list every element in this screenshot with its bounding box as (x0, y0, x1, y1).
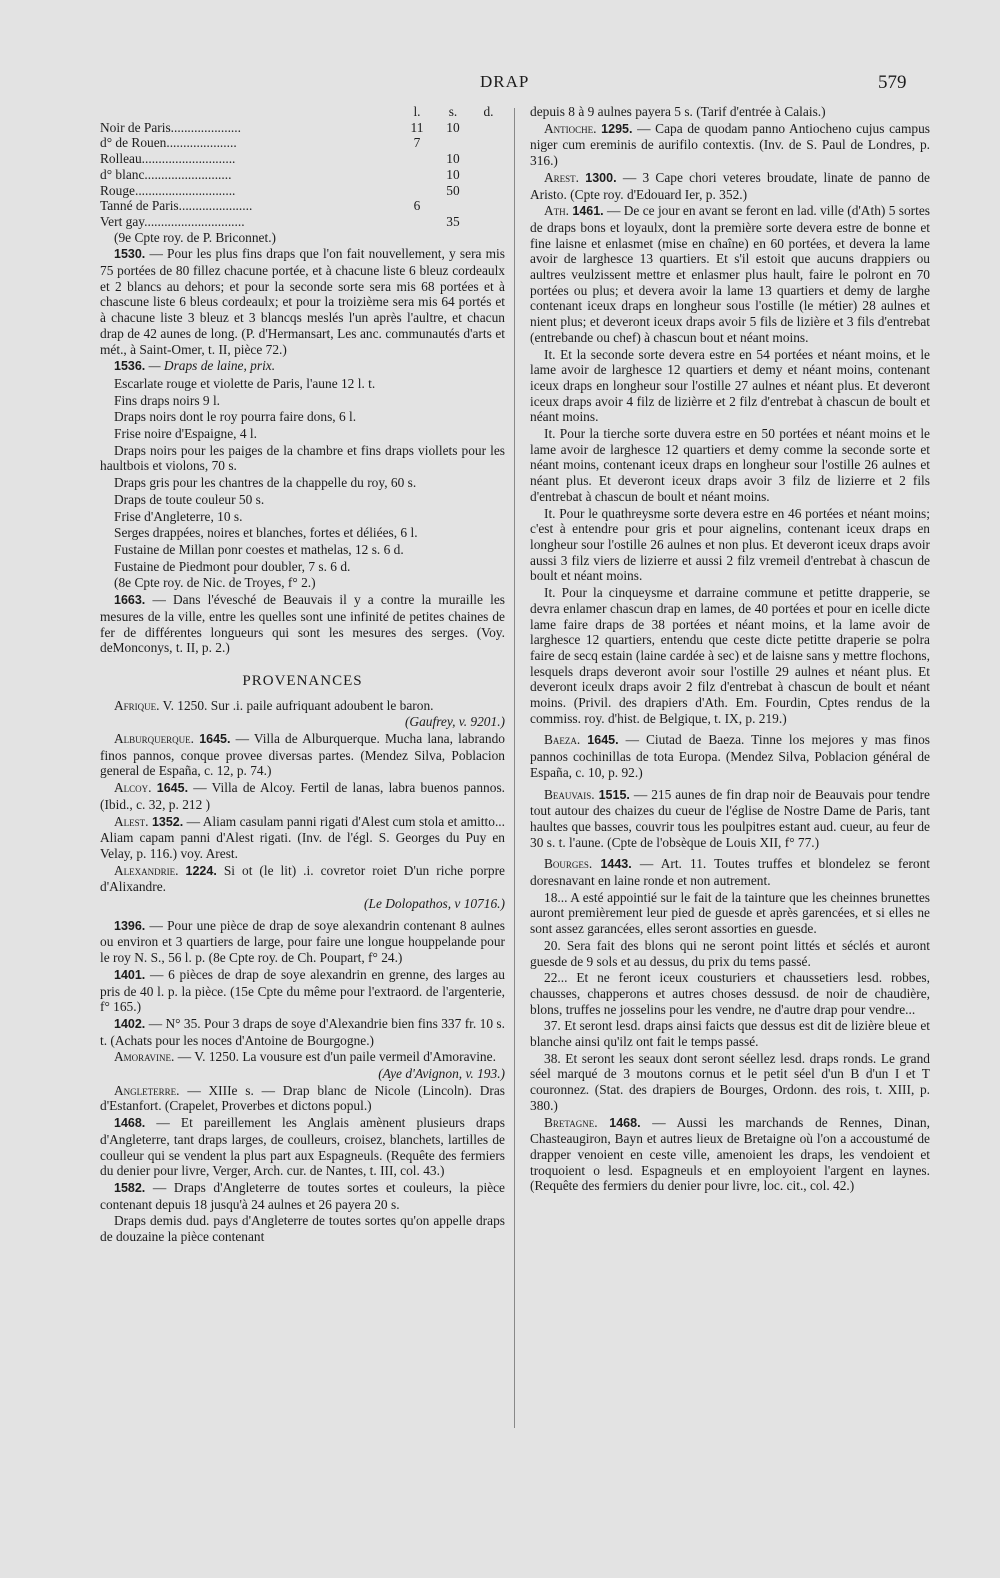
entry-text: V. 1250. Sur .i. paile aufriquant adoubent le baron. (162, 697, 434, 713)
entry-text: It. Et la seconde sorte devera estre en 54 portées et néant moins, et le lame avoir de larghesce 12 quartiers et demy et néant moins, contenant iceux draps en longheur sour l'ostille 27 aulnes et néant plus. Et deveront iceux draps avoir 4 filz de lizièrre et 2 filz d'entrebat à chascun de boult et néant moins. (530, 346, 930, 425)
entry-arest (530, 170, 930, 202)
entry-bourges (530, 856, 930, 888)
price-l: 6 (413, 198, 421, 214)
list-line: Frise d'Angleterre, 10 s. (114, 508, 243, 524)
entry-text: — Et pareillement les Anglais amènent plusieurs draps d'Angleterre, tant draps larges, de coulleurs, croisez, blanchets, lartilles de coulleur qui se vendent la plus part aux Espagneuls. (Requête des fermiers du denier pour livre, Verger, Arch. cur. de Nantes, t. III, col. 43.) (100, 1115, 505, 1179)
place-name: Alexandrie. (114, 862, 179, 878)
price-table-header (100, 104, 505, 120)
price-item-name: d° de Rouen (100, 135, 167, 151)
price-item-name: Rouge (100, 182, 135, 198)
entry-text: — Draps d'Angleterre de toutes sortes et couleurs, la pièce contenant depuis 18 jusqu'à 24 aulnes et 26 payera 20 s. (100, 1180, 505, 1212)
place-name: Alest. (114, 813, 149, 829)
entry-year: 1443. (600, 857, 632, 872)
entry-year: 1461. (572, 204, 604, 219)
price-d (472, 198, 505, 214)
entry-text: It. Pour la cinqueysme et darraine commune et petitte drapperie, se devra enlamer chascun drap en lames, de 40 portées et pour en icelle dicte lame faire draps de 38 portées et néant moins, et la lame avoir de larghesce 12 quartiers, entendu que ceste dicte petitte draperie se polra faire de secq estain (laine cardée à sec) et de laisne sans y mettre flochons, lesquels draps deveront avoir sour l'ostille 29 aulnes et néant plus. Et deveront iceulx draps avoir 2 filz d'entrebat à chascun de boult et néant moins. (Privil. des drapiers d'Ath. Em. Fourdin, Cptes rendus de la commiss. roy. d'hist. de Belgique, t. IX, p. 219.) (530, 585, 930, 726)
entry-angleterre (100, 1083, 505, 1114)
entry-year: 1468. (114, 1116, 146, 1131)
place-name: Bourges. (544, 856, 593, 872)
entry-alest (100, 814, 505, 862)
entry-year: 1530. (114, 247, 146, 262)
list-line: Fustaine de Piedmont pour doubler, 7 s. 6 d. (114, 558, 351, 574)
column-divider (514, 108, 515, 1428)
entry-text: — Art. 11. Toutes truffes et blondelez se feront doresnavant en laine ronde et non autrement. (530, 856, 930, 889)
entry-year: 1645. (587, 733, 619, 748)
entry-text: — Aussi les marchands de Rennes, Dinan, Chasteaugiron, Bayn et autres lieux de Bretaigne où l'on a accoustumé de drapper venoient en ceste ville, amenoient les draps, les vendoient et troquoient o lesd. Espagneuls et en employoient l'argent en laynes. (Requête des fermiers du denier pour livre, loc. cit., col. 42.) (530, 1114, 930, 1194)
entry-bretagne (530, 1115, 930, 1195)
list-line: Frise noire d'Espaigne, 4 l. (114, 426, 257, 442)
entry-1401 (100, 967, 505, 1015)
entry-year: 1224. (185, 863, 217, 878)
entry-beauvais (530, 787, 930, 851)
entry-text: — Villa de Alburquerque. Mucha lana, labrando finos pannos, conque provee diversas partes. (Mendez Silva, Poblacion general de España, c. 12, p. 74.) (100, 731, 505, 779)
entry-afrique (100, 698, 505, 714)
continued-text: depuis 8 à 9 aulnes payera 5 s. (Tarif d'entrée à Calais.) (530, 104, 826, 119)
col-deniers: d. (483, 104, 494, 119)
entry-text: Draps demis dud. pays d'Angleterre de toutes sortes qu'on appelle draps de douzaine la pièce contenant (100, 1213, 505, 1245)
list-line: Fins draps noirs 9 l. (114, 392, 221, 408)
entry-text: — De ce jour en avant se feront en lad. ville (d'Ath) 5 sortes de draps bons et loyaulx, dont la première sorte devera estre de bonne et fine laisne et enlasmet (mise en chaîne) en 60 portées, et devera la lame avoir de larghesce 13 quartiers. Et s'il estoit que aucuns drappiers ou aultres veulzissent mettre et enlasmer plus hault, faire le polront en 70 portées ou plus; et devera avoir la lame 13 quartiers et demy de larghe contenant iceux draps en longheur sous l'ostille (le métier) 28 aulnes et nient plus; et deveront iceux draps avoir 5 fils de lizière et 3 fils d'entrebat (entrebande ou chef) à chascun bout et néant moins. (530, 203, 930, 345)
entry-text: It. Pour la tierche sorte duvera estre en 50 portées et néant moins et le lame avoir de larghesce 12 quartiers et demy comme la seconde sorte et néant moins, contenant iceux draps en longheur sour l'ostille 26 aulnes et néant plus. Et deveront iceux draps avoir 3 filz de lizierre et 2 fils d'entrebat à chascun de boult et néant moins. (530, 426, 930, 504)
entry-text: 22... Et ne feront iceux cousturiers et chaussetiers lesd. robbes, chausses, chapperons et autres choses dessusd. de noir de chaudière, blons, truffes ne josselins pour les vendre, ne d'autre drap pour vendre... (530, 970, 930, 1017)
price-l: 7 (413, 135, 421, 151)
entry-year: 1663. (114, 593, 146, 608)
price-d (472, 151, 505, 167)
price-d (472, 120, 505, 136)
place-name: Alburquerque. (114, 731, 195, 747)
left-column (100, 104, 505, 1246)
price-d (472, 135, 505, 151)
running-title: DRAP (480, 72, 530, 91)
entry-text: — XIIIe s. — Drap blanc de Nicole (Lincoln). Dras d'Estanfort. (Crapelet, Proverbes et dictons popul.) (100, 1082, 505, 1114)
place-name: Beauvais. (544, 786, 595, 802)
col-livres: l. (413, 104, 421, 119)
list-line: (8e Cpte roy. de Nic. de Troyes, f° 2.) (114, 575, 316, 591)
entry-year: 1396. (114, 918, 146, 933)
price-item-name: Noir de Paris (100, 119, 171, 135)
entry-text: 20. Sera fait des blons qui ne seront point littés et séclés et auront guesde de 9 sols et au dessus, du prix du tems passé. (530, 937, 930, 969)
price-table-source: (9e Cpte roy. de P. Briconnet.) (114, 229, 277, 245)
entry-1536 (100, 358, 505, 375)
price-row: Vert gay.............................. 35 (100, 214, 505, 230)
price-table (100, 104, 505, 230)
list-line: Serges drappées, noires et blanches, fortes et déliées, 6 l. (114, 525, 418, 541)
entry-text: 38. Et seront les seaux dont seront séellez lesd. draps ronds. Le grand séel marqué de 3 moutons cornus et le petit séel d'un B d'un I et T couronnez. (Stat. des drapiers de Bourges, Ordonn. des rois, t. XIII, p. 380.) (530, 1050, 930, 1113)
entry-year: 1402. (114, 1016, 146, 1031)
place-name: Amoravine. (114, 1049, 175, 1065)
list-line: Draps gris pour les chantres de la chappelle du roy, 60 s. (114, 475, 417, 491)
entry-text: It. Pour le quathreysme sorte devera estre en 46 portées et néant moins; c'est à entendre pour gris et pour aignelins, contenant iceux draps en longheur sour l'ostille 26 aulnes et non plus. Et deveront iceux draps avoir aussi 3 filz viers de lizierre et aussi 2 filz vremeil d'entrebat à chascun de boult et néant moins. (530, 505, 930, 584)
price-l: 11 (410, 119, 424, 135)
entry-1530 (100, 246, 505, 357)
entry-year: 1645. (156, 781, 189, 796)
entry-source: (Le Dolopathos, v 10716.) (364, 896, 505, 912)
price-row: Tanné de Paris...................... 6 (100, 198, 505, 214)
entry-year: 1401. (114, 967, 146, 982)
price-d (472, 214, 505, 230)
price-l (400, 183, 434, 199)
entry-text: — Pour les plus fins draps que l'on fait nouvellement, y sera mis 75 portées de 80 fillez chacune portée, et à chacune liste 6 bleuz cordeaulx et 2 blancs au dehors; et pour la seconde sorte sera mis 68 portées et à chascune liste 6 bleus cordeaulx; et pour la troizième sera mis 64 portés et à chacune liste 3 bleuz et 3 blancqs meslés l'un après l'aultre, et chacun drap de 42 aunes de long. (P. d'Hermansart, Les anc. communautés d'arts et mét., à Saint-Omer, t. II, pièce 72.) (100, 246, 505, 357)
entry-text: — Aliam casulam panni rigati d'Alest cum stola et amitto... Aliam capam panni d'Alest rigati. (Inv. de l'égl. S. Georges du Puy en Velay, p. 116.) voy. Arest. (100, 813, 505, 861)
place-name: Angleterre. (114, 1082, 180, 1098)
price-item-name: Rolleau (100, 151, 142, 167)
right-column (530, 104, 930, 1195)
entry-text: — 215 aunes de fin drap noir de Beauvais pour tendre tout autour des chaizes du cueur de l'église de Nostre Dame de Paris, tant haultes que basses, couvrir tous les poulpitres estant aud. cueur, au feur de 30 s. t. l'aune. (Cpte de l'obsèque de Louis XII, f° 77.) (530, 786, 930, 850)
entry-text: 18... A esté appointié sur le fait de la tainture que les cheinnes brunettes auront premièrement leur pied de guesde et après garencées, et si elles ne sont assez garancées, elles seront assorties en guesde. (530, 889, 930, 937)
price-s (434, 198, 472, 214)
price-s: 50 (446, 182, 460, 198)
entry-title: — Draps de laine, prix. (148, 358, 276, 374)
entry-text: — N° 35. Pour 3 draps de soye d'Alexandrie bien fins 337 fr. 10 s. t. (Achats pour les noces d'Antoine de Bourgogne.) (100, 1015, 505, 1048)
entry-baeza (530, 732, 930, 780)
price-d (472, 183, 505, 199)
entry-text: — Dans l'évesché de Beauvais il y a contre la muraille les mesures de la ville, entre les quelles sont une infinité de petites chaines de fer de différentes longueurs qui sont les mesures des serges. (Voy. deMonconys, t. II, p. 2.) (100, 592, 505, 656)
place-name: Ath. (544, 203, 570, 219)
entry-text: Si ot (le lit) .i. covretor roiet D'un riche porpre d'Alixandre. (100, 862, 505, 895)
entry-source: (Gaufrey, v. 9201.) (404, 714, 505, 730)
entry-1396 (100, 918, 505, 966)
entry-1582 (100, 1180, 505, 1212)
list-line: Escarlate rouge et violette de Paris, l'aune 12 l. t. (114, 375, 376, 391)
entry-text: — Villa de Alcoy. Fertil de lanas, labra buenos pannos. (Ibid., c. 32, p. 212 ) (100, 780, 505, 812)
entry-antioche (530, 121, 930, 169)
entry-year: 1645. (199, 732, 231, 747)
price-row: Noir de Paris..................... 11 10 (100, 120, 505, 136)
page-number: 579 (878, 72, 907, 93)
entry-1468 (100, 1115, 505, 1179)
entry-amoravine (100, 1049, 505, 1065)
entry-text: — Pour une pièce de drap de soye alexandrin contenant 8 aulnes ou environ et 3 quartiers de large, pour faire une longue houppelande pour le roy N. S., 56 l. p. (8e Cpte roy. de Ch. Poupart, f° 24.) (100, 917, 505, 966)
price-row: Rouge.............................. 50 (100, 183, 505, 199)
list-line: Fustaine de Millan ponr coestes et mathelas, 12 s. 6 d. (114, 541, 404, 557)
place-name: Afrique. (114, 697, 160, 713)
price-item-name: d° blanc (100, 166, 145, 182)
entry-year: 1300. (585, 170, 617, 185)
place-name: Bretagne. (544, 1114, 598, 1130)
entry-text: — Ciutad de Baeza. Tinne los mejores y mas finos pannos cochinillas de tota Europa. (Mendez Silva, Poblacion général de España, c. 10, p. 92.) (530, 732, 930, 780)
list-line: Draps de toute couleur 50 s. (114, 491, 265, 507)
entry-alburquerque (100, 731, 505, 779)
place-name: Baeza. (544, 732, 581, 748)
col-sous: s. (448, 104, 458, 119)
entry-text: — Capa de quodam panno Antiocheno cujus campus niger cum ereminis de aurifilo contextis. (Inv. de S. Paul de Londres, p. 316.) (530, 120, 930, 169)
price-d (472, 167, 505, 183)
entry-year: 1515. (598, 787, 630, 802)
price-row: d° de Rouen..................... 7 (100, 135, 505, 151)
place-name: Alcoy. (114, 780, 152, 796)
entry-text: — V. 1250. La vousure est d'un paile vermeil d'Amoravine. (177, 1049, 496, 1065)
entry-alexandrie (100, 863, 505, 895)
price-s: 10 (446, 151, 460, 167)
price-l (400, 151, 434, 167)
entry-1663 (100, 592, 505, 656)
entry-text: — 3 Cape chori veteres broudate, linate de panno de Aristo. (Cpte roy. d'Edouard Ier, p. 352.) (530, 169, 930, 202)
entry-year: 1582. (114, 1181, 146, 1195)
price-s (434, 135, 472, 151)
entry-alcoy (100, 780, 505, 812)
place-name: Antioche. (544, 120, 597, 136)
section-heading: PROVENANCES (242, 672, 363, 689)
place-name: Arest. (544, 169, 580, 185)
price-s: 35 (446, 213, 460, 229)
price-item-name: Vert gay (100, 213, 145, 229)
price-s: 10 (446, 166, 460, 182)
price-item-name: Tanné de Paris (100, 198, 179, 214)
entry-text: — 6 pièces de drap de soye alexandrin en grenne, des larges au pris de 40 l. p. la pièce. (15e Cpte du même pour l'extraord. de l'argenterie, f° 165.) (100, 966, 505, 1015)
entry-year: 1352. (151, 814, 184, 829)
entry-1402 (100, 1016, 505, 1048)
entry-year: 1295. (601, 121, 633, 136)
entry-text: 37. Et seront lesd. draps ainsi faicts que dessus est dit de lizière bleue et blanche ainsi qu'ilz ont fait le temps passé. (530, 1018, 930, 1050)
entry-year: 1536. (114, 359, 146, 374)
entry-year: 1468. (609, 1115, 641, 1130)
entry-source: (Aye d'Avignon, v. 193.) (378, 1066, 505, 1082)
price-row: d° blanc.......................... 10 (100, 167, 505, 183)
list-line: Draps noirs dont le roy pourra faire dons, 6 l. (114, 409, 357, 425)
price-row: Rolleau............................ 10 (100, 151, 505, 167)
price-l (400, 167, 434, 183)
list-line: Draps noirs pour les paiges de la chambre et fins draps viollets pour les haultbois et violons, 70 s. (100, 442, 505, 474)
price-l (400, 214, 434, 230)
price-s: 10 (446, 119, 460, 135)
entry-ath (530, 203, 930, 345)
